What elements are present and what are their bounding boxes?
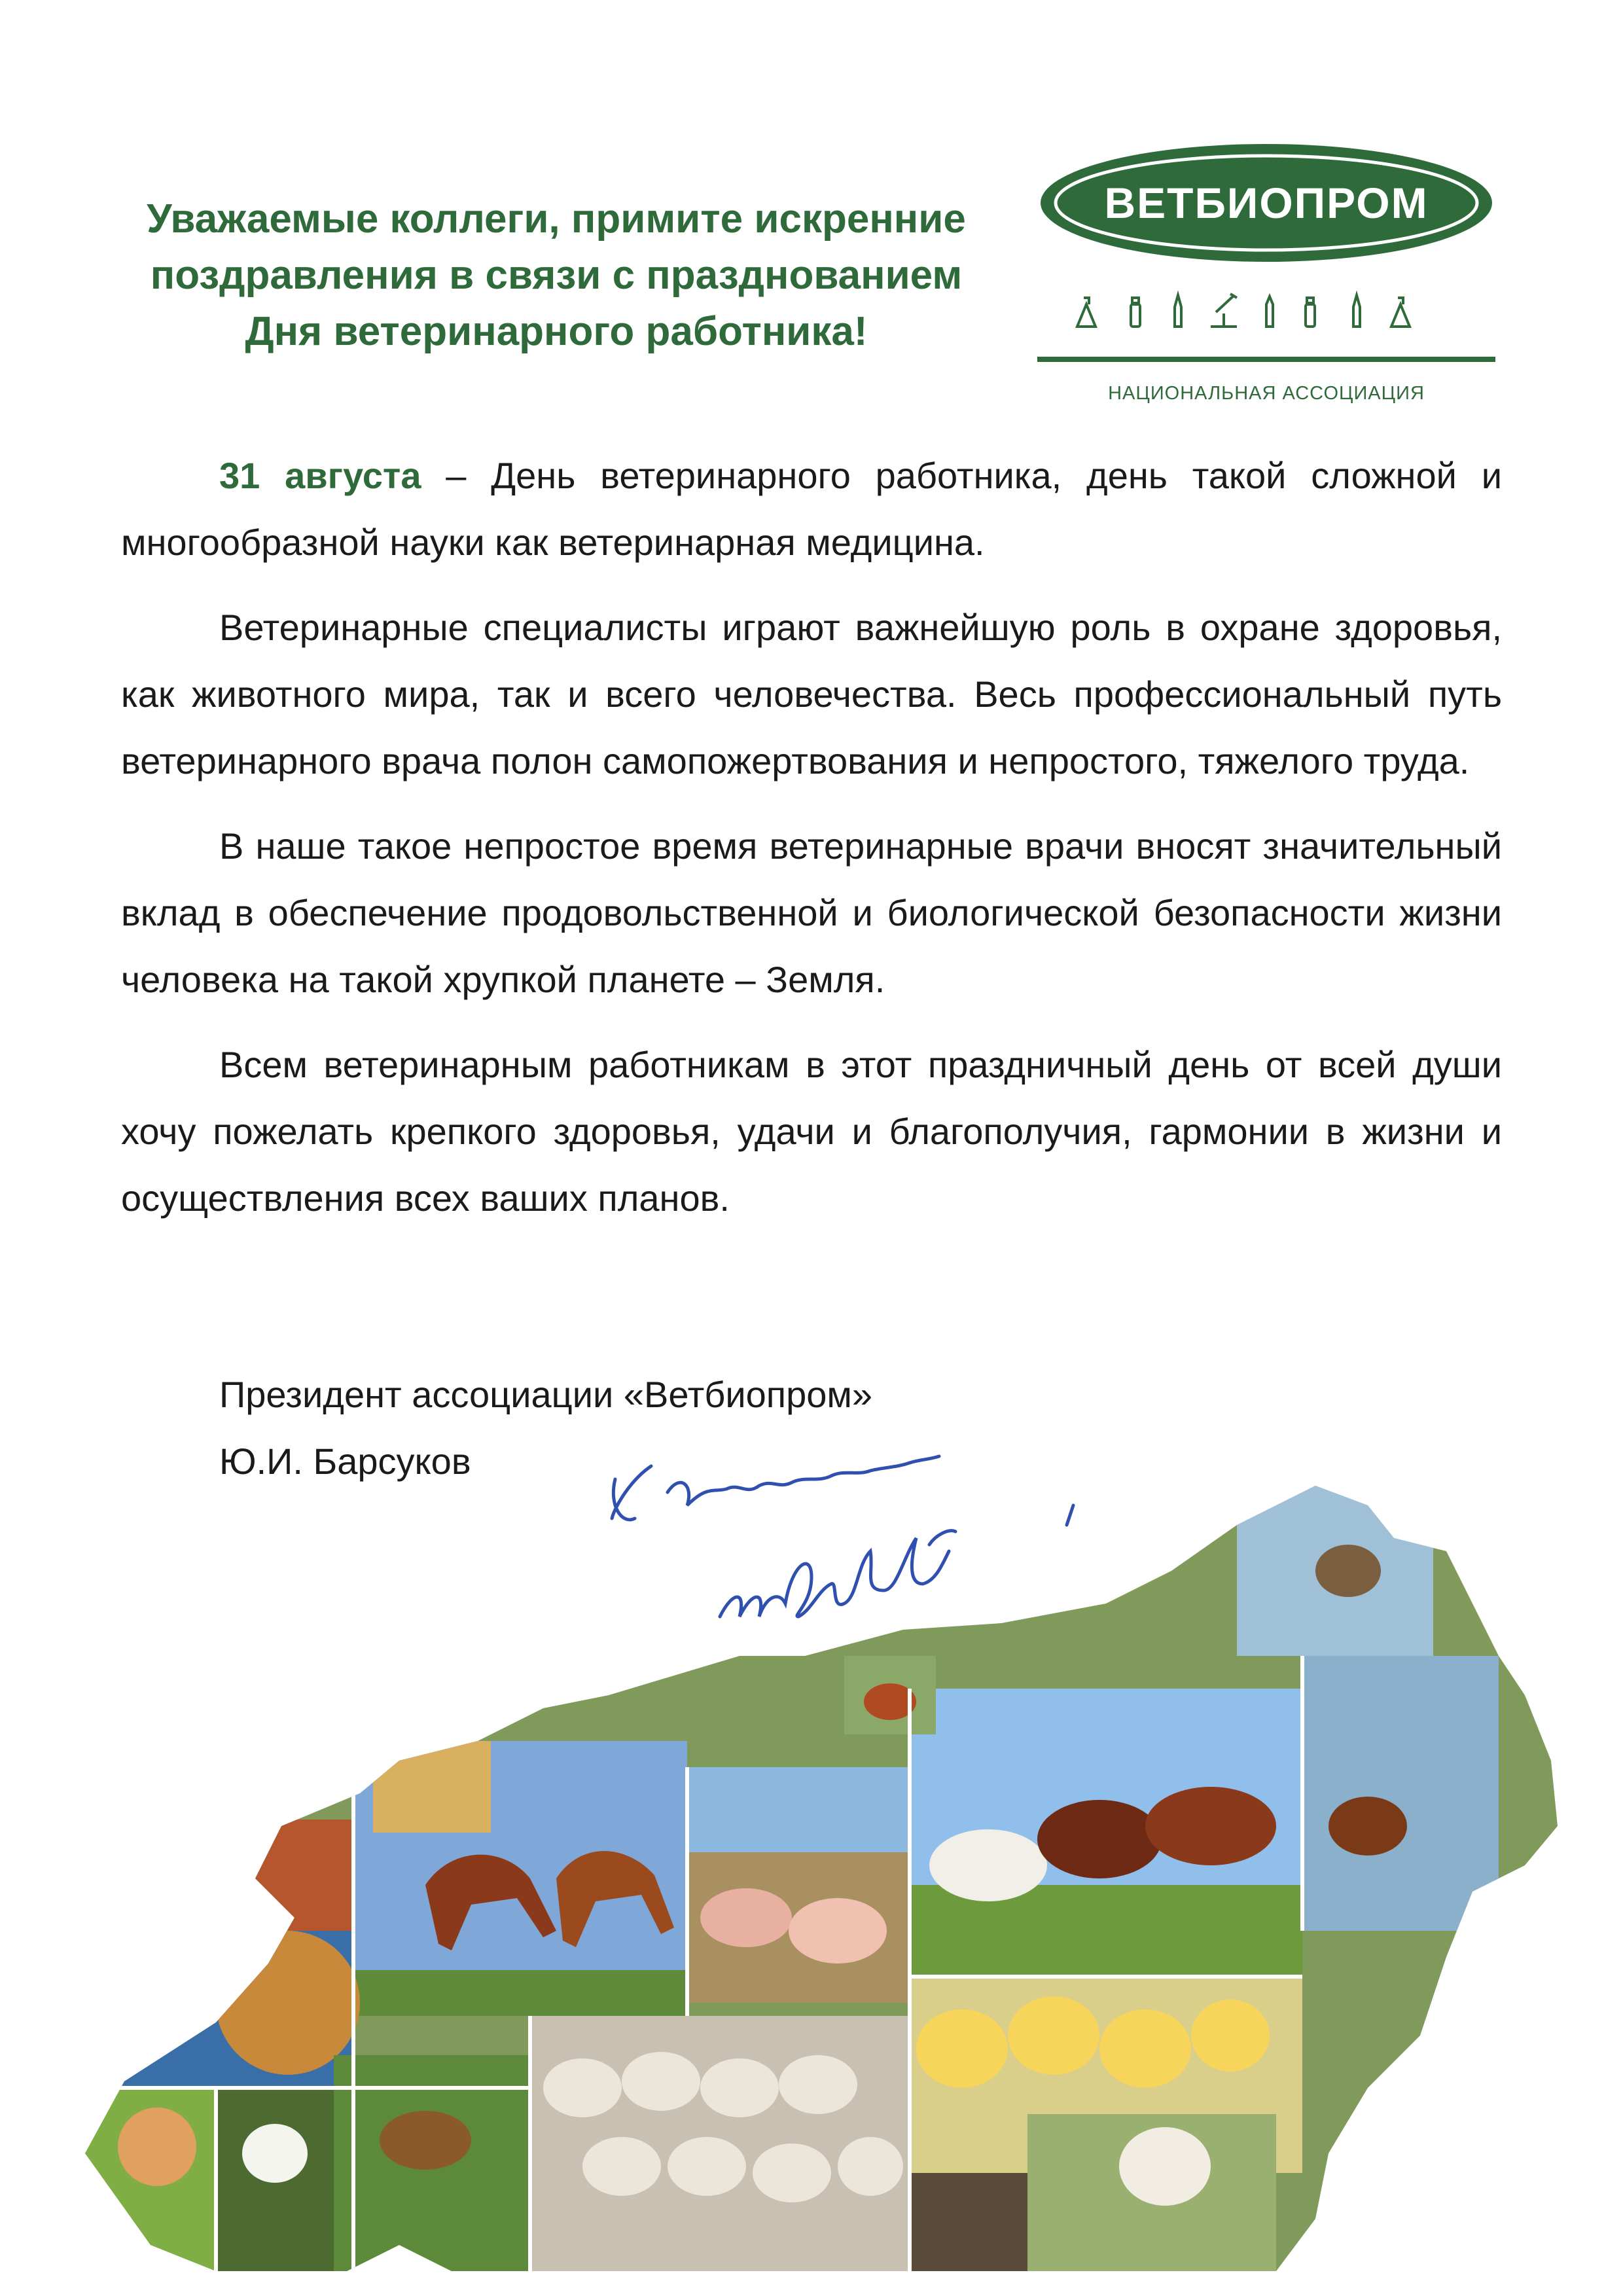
- heading-line-3: Дня ветеринарного работника!: [245, 309, 868, 354]
- lab-glassware-icon: [1077, 294, 1410, 327]
- buffalo-tile: [910, 2173, 1027, 2271]
- grain-tile: [373, 1741, 491, 1833]
- chickens-tile: [183, 1820, 353, 1937]
- heading-line-1: Уважаемые коллеги, примите искренние: [147, 196, 966, 242]
- paragraph-3: В наше такое непростое время ветеринарные врачи вносят значительный вклад в обеспечение продовольственной и биологической безопасности жизни человека на такой хрупкой планете – Земля.: [121, 825, 1502, 1000]
- signer-position: Президент ассоциации «Ветбиопром»: [219, 1374, 873, 1415]
- logo-divider: [1037, 357, 1495, 362]
- letter-body: [121, 442, 1502, 1250]
- paragraph-4: Всем ветеринарным работникам в этот праздничный день от всей души хочу пожелать крепкого здоровья, удачи и благополучия, гармонии в жизни и осуществления всех ваших планов.: [121, 1044, 1502, 1219]
- horse-tile: [1302, 1656, 1499, 1931]
- signer-name: Ю.И. Барсуков: [219, 1441, 471, 1482]
- vetbioprom-logo: [1034, 141, 1499, 416]
- russia-animal-collage: [85, 1460, 1571, 2271]
- holiday-date: 31 августа: [219, 455, 421, 496]
- paragraph-1-text: – День ветеринарного работника, день такой сложной и многообразной науки как ветеринарная медицина.: [121, 455, 1502, 563]
- heading-line-2: поздравления в связи с празднованием: [150, 253, 963, 298]
- paragraph-1: [121, 442, 1502, 576]
- logo-name: ВЕТБИОПРОМ: [1104, 179, 1429, 227]
- logo-subtitle: НАЦИОНАЛЬНАЯ АССОЦИАЦИЯ: [1108, 383, 1425, 404]
- paragraph-2: Ветеринарные специалисты играют важнейшую роль в охране здоровья, как животного мира, так и всего человечества. Весь профессиональный путь ветеринарного врача полон самопожертвования и непростого, тяжелого труда.: [121, 607, 1502, 781]
- greeting-heading: [98, 191, 1014, 360]
